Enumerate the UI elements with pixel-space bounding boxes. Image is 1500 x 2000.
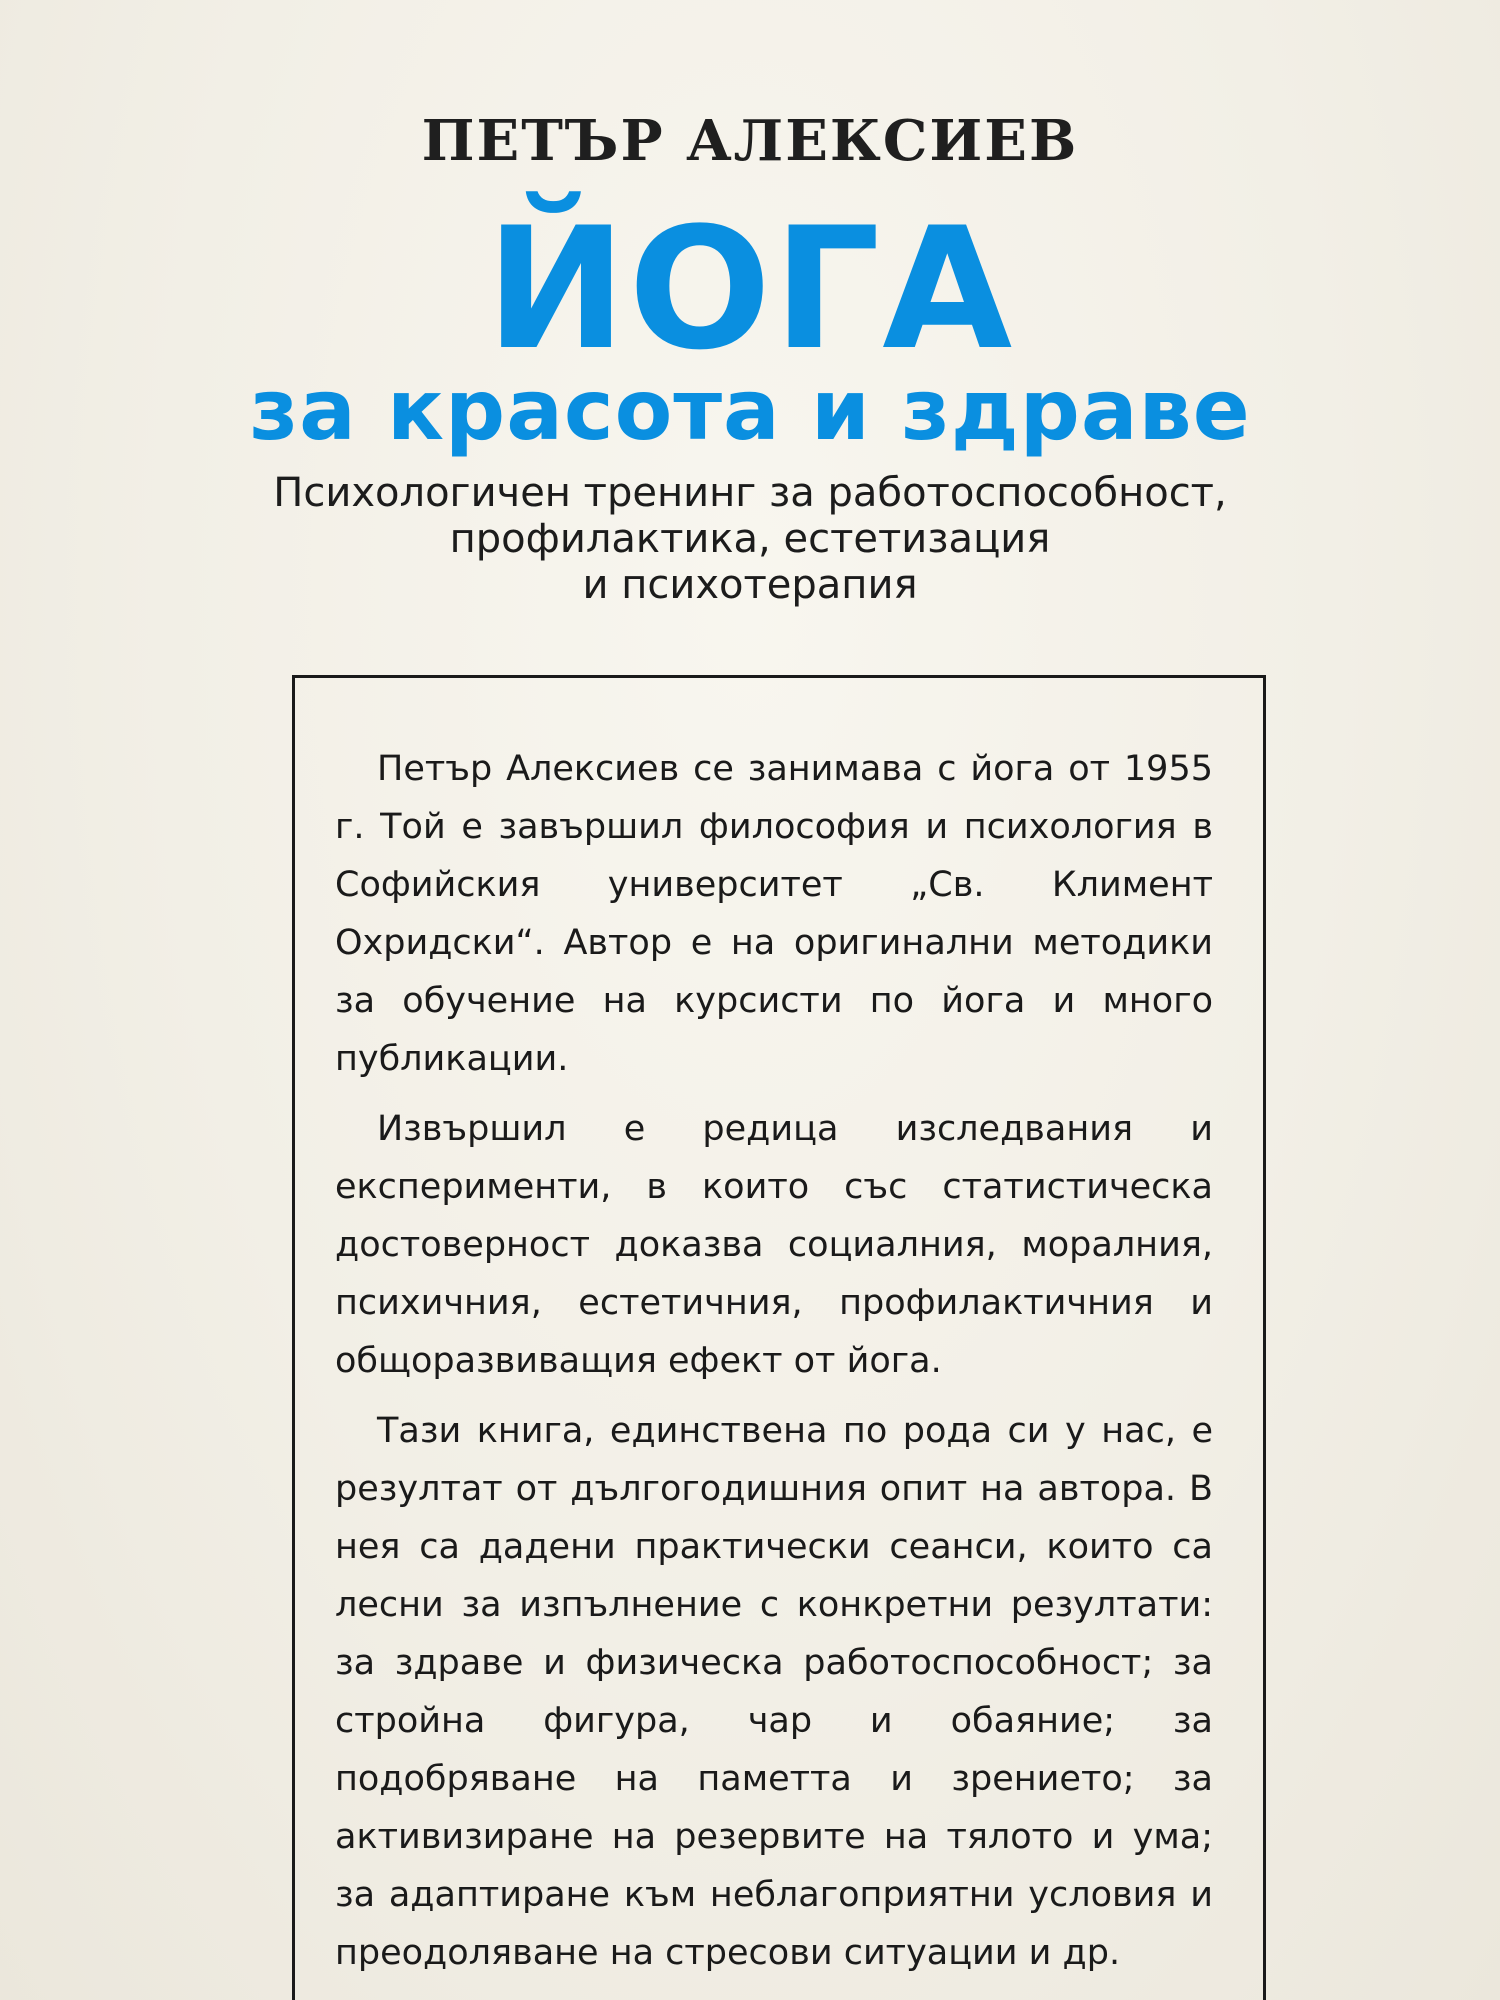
subtitle-line: профилактика, естетизация bbox=[449, 516, 1051, 562]
bio-paragraph: Извършил е редица изследвания и експерименти, в които със статистическа достоверност доказва социалния, моралния, психичния, естетичния, профилактичния и общоразвиващия ефект от йога. bbox=[335, 1109, 1213, 1381]
book-subtitle bbox=[100, 470, 1400, 608]
subtitle-line: и психотерапия bbox=[582, 562, 918, 608]
bio-paragraph: Тази книга, единствена по рода си у нас, е резултат от дългогодишния опит на автора. В нея са дадени практически сеанси, които са лесни за изпълнение с конкретни резултати: за здраве и физическа работоспособност; за стройна фигура, чар и обаяние; за подобряване на паметта и зрението; за активизиране на резервите на тялото и ума; за адаптиране към неблагоприятни условия и преодоляване на стресови ситуации и др. bbox=[335, 1411, 1213, 1973]
author-bio-box bbox=[292, 675, 1266, 2000]
book-title-subline: за красота и здраве bbox=[249, 361, 1251, 459]
subtitle-line: Психологичен тренинг за работоспособност, bbox=[273, 470, 1227, 516]
book-title: ЙОГА bbox=[485, 191, 1015, 387]
bio-paragraph: Петър Алексиев се занимава с йога от 1955 г. Той е завършил философия и психология в Софийския университет „Св. Климент Охридски“. Автор е на оригинални методики за обучение на курсисти по йога и много публикации. bbox=[335, 749, 1213, 1079]
author-name: ПЕТЪР АЛЕКСИЕВ bbox=[421, 108, 1079, 174]
